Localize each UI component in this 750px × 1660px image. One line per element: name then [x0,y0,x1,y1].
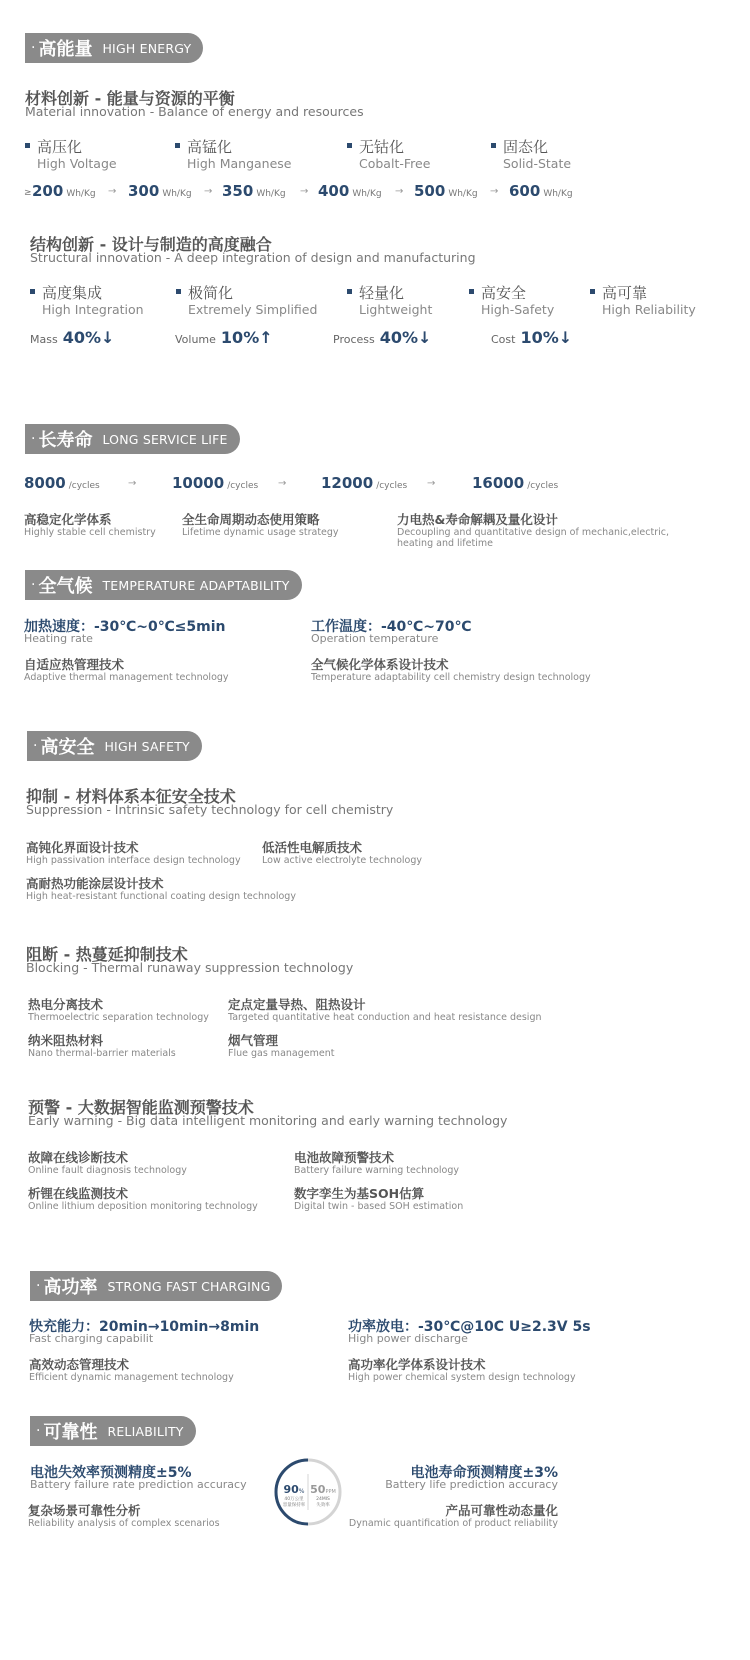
energy-value: 500 Wh/Kg [414,182,478,200]
arrow-right-icon: → [395,186,404,197]
reliability-item-en: Reliability analysis of complex scenarios [28,1518,220,1529]
arrow-right-icon: → [427,478,436,489]
suppression-item-zh: 高钝化界面设计技术 [26,840,139,855]
climate-item-en: Temperature adaptability cell chemistry design technology [311,672,591,683]
operation-temp-title: 工作温度：-40℃~70℃ [311,619,472,635]
blocking-item-en: Flue gas management [228,1048,335,1059]
warning-item-zh: 故障在线诊断技术 [28,1150,129,1165]
fast-charge-title: 快充能力：20min→10min→8min [29,1319,260,1335]
life-item-zh: 高稳定化学体系 [24,512,112,527]
fast-charge-sub: Fast charging capabilit [29,1332,154,1345]
warning-item-zh: 析锂在线监测技术 [28,1186,129,1201]
suppression-item-zh: 低活性电解质技术 [262,840,363,855]
failure-rate-title: 电池失效率预测精度±5% [30,1465,192,1481]
arrow-right-icon: → [490,186,499,197]
warning-item-en: Battery failure warning technology [294,1165,460,1176]
gauge-right: 50PPM 24MIS 失效率 [310,1483,336,1508]
life-prediction-sub: Battery life prediction accuracy [385,1478,558,1491]
life-item-zh: 全生命周期动态使用策略 [182,512,320,527]
energy-value: 200 Wh/Kg [32,182,96,200]
energy-value: 350 Wh/Kg [222,182,286,200]
blocking-item-zh: 定点定量导热、阻热设计 [228,997,366,1012]
arrow-right-icon: → [278,478,287,489]
blocking-item-en: Thermoelectric separation technology [28,1012,209,1023]
badge-zh: 高能量 [38,39,93,60]
suppression-title-zh: 抑制 - 材料体系本征安全技术 [26,787,236,806]
cycle-value: 10000 /cycles [172,474,259,492]
life-item-en: heating and lifetime [397,538,493,549]
blocking-item-en: Targeted quantitative heat conduction and heat resistance design [228,1012,542,1023]
operation-temp-sub: Operation temperature [311,632,439,645]
structure-stat: Mass 40%↓ [30,328,115,347]
material-title-zh: 材料创新 - 能量与资源的平衡 [25,89,235,108]
warning-title-en: Early warning - Big data intelligent monitoring and early warning technology [28,1113,508,1128]
energy-value: 300 Wh/Kg [128,182,192,200]
life-item-en: Decoupling and quantitative design of mechanic,electric, [397,527,669,538]
blocking-item-en: Nano thermal-barrier materials [28,1048,176,1059]
blocking-item-zh: 纳米阻热材料 [28,1033,104,1048]
reliability-badge: · 可靠性 RELIABILITY [30,1416,196,1446]
badge-en: HIGH ENERGY [102,40,192,56]
arrow-right-icon: → [204,186,213,197]
structure-title-en: Structural innovation - A deep integration of design and manufacturing [30,250,476,265]
warning-item-en: Digital twin - based SOH estimation [294,1201,464,1212]
power-badge: · 高功率 STRONG FAST CHARGING [30,1271,282,1301]
suppression-item-en: High heat-resistant functional coating design technology [26,891,296,902]
heating-rate-sub: Heating rate [24,632,93,645]
energy-value: 600 Wh/Kg [509,182,573,200]
suppression-item-en: High passivation interface design technology [26,855,241,866]
blocking-item-zh: 烟气管理 [228,1033,279,1048]
climate-item-en: Adaptive thermal management technology [24,672,229,683]
structure-title-zh: 结构创新 - 设计与制造的高度融合 [30,235,272,254]
warning-item-zh: 电池故障预警技术 [294,1150,395,1165]
power-discharge-title: 功率放电：-30℃@10C U≥2.3V 5s [348,1319,591,1335]
power-item-zh: 高功率化学体系设计技术 [348,1357,486,1372]
arrow-right-icon: → [108,186,117,197]
suppression-item-zh: 高耐热功能涂层设计技术 [26,876,164,891]
ge-symbol: ≥ [24,188,32,198]
arrow-right-icon: → [300,186,309,197]
structure-stat: Process 40%↓ [333,328,432,347]
failure-rate-sub: Battery failure rate prediction accuracy [30,1478,247,1491]
structure-stat: Cost 10%↓ [491,328,573,347]
reliability-item-en: Dynamic quantification of product reliability [348,1518,558,1529]
long-life-badge: · 长寿命 LONG SERVICE LIFE [25,424,240,454]
life-item-zh: 力电热&寿命解耦及量化设计 [397,512,558,527]
climate-item-zh: 自适应热管理技术 [24,657,125,672]
power-discharge-sub: High power discharge [348,1332,468,1345]
climate-item-zh: 全气候化学体系设计技术 [311,657,449,672]
suppression-item-en: Low active electrolyte technology [262,855,423,866]
cycle-value: 16000 /cycles [472,474,559,492]
high-energy-badge: · 高能量 HIGH ENERGY [25,33,203,63]
material-title-en: Material innovation - Balance of energy and resources [25,104,364,119]
power-item-en: High power chemical system design technology [348,1372,576,1383]
life-item-en: Highly stable cell chemistry [24,527,156,538]
warning-item-en: Online lithium deposition monitoring technology [28,1201,258,1212]
blocking-title-zh: 阻断 - 热蔓延抑制技术 [26,945,188,964]
cycle-value: 8000 /cycles [24,474,100,492]
reliability-item-zh: 复杂场景可靠性分析 [28,1503,141,1518]
energy-value: 400 Wh/Kg [318,182,382,200]
gauge-left: 90% 40万公里 容量保持率 [282,1483,306,1508]
arrow-right-icon: → [128,478,137,489]
warning-item-en: Online fault diagnosis technology [28,1165,187,1176]
heating-rate-title: 加热速度：-30℃~0℃≤5min [24,619,226,635]
life-item-en: Lifetime dynamic usage strategy [182,527,339,538]
safety-badge: · 高安全 HIGH SAFETY [27,731,202,761]
blocking-title-en: Blocking - Thermal runaway suppression technology [26,960,354,975]
warning-item-zh: 数字孪生为基SOH估算 [294,1186,425,1201]
suppression-title-en: Suppression - Intrinsic safety technology for cell chemistry [26,802,394,817]
blocking-item-zh: 热电分离技术 [28,997,104,1012]
climate-badge: · 全气候 TEMPERATURE ADAPTABILITY [25,570,302,600]
reliability-gauge [272,1456,344,1528]
warning-title-zh: 预警 - 大数据智能监测预警技术 [28,1098,254,1117]
cycle-value: 12000 /cycles [321,474,408,492]
power-item-zh: 高效动态管理技术 [29,1357,130,1372]
power-item-en: Efficient dynamic management technology [29,1372,234,1383]
life-prediction-title: 电池寿命预测精度±3% [410,1465,558,1481]
reliability-item-zh: 产品可靠性动态量化 [445,1503,558,1518]
structure-stat: Volume 10%↑ [175,328,273,347]
